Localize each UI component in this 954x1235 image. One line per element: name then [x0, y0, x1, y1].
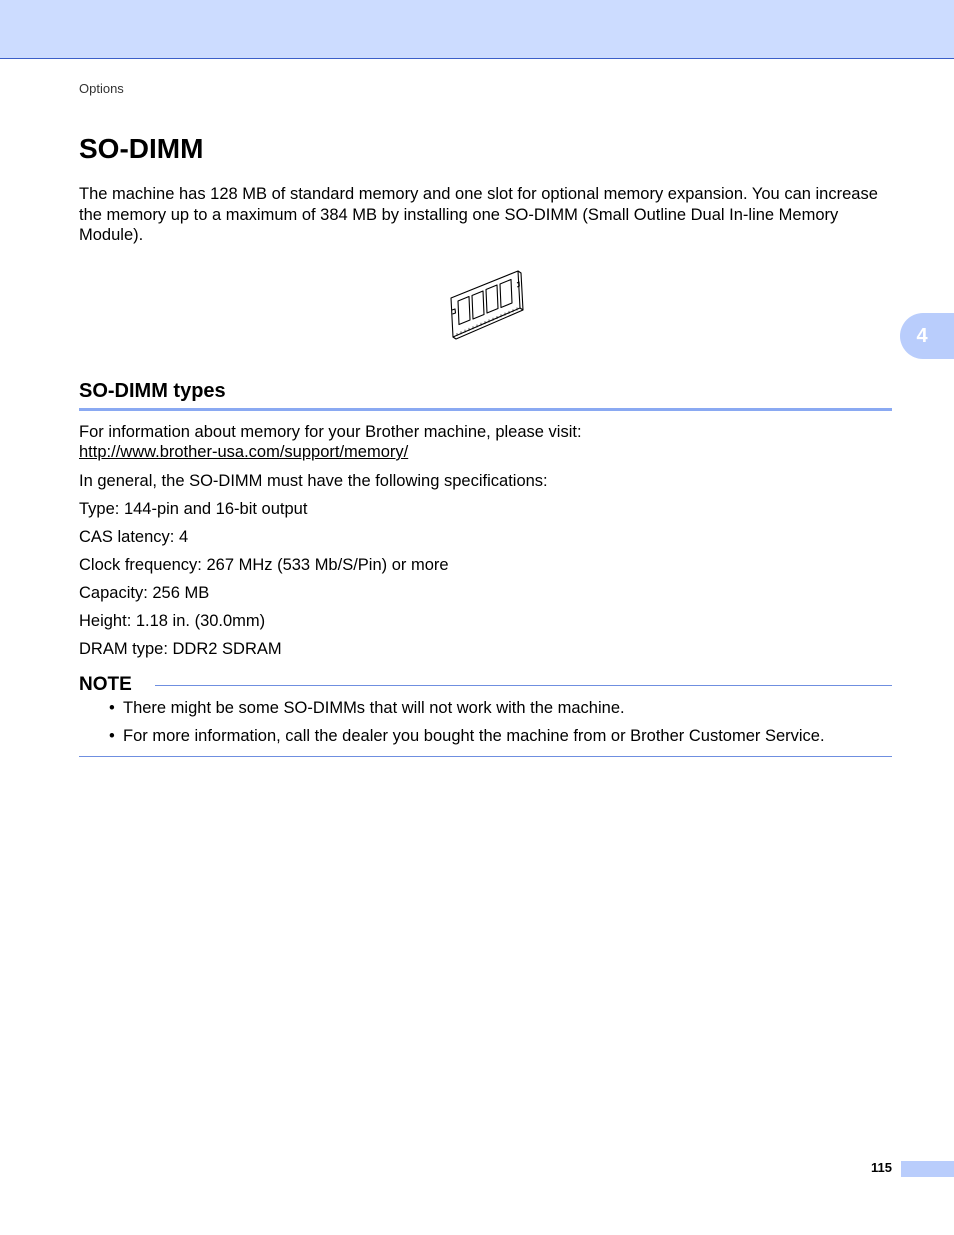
- bullet-icon: •: [109, 699, 115, 717]
- footer-tab: [901, 1161, 954, 1177]
- memory-module-icon: [448, 268, 524, 342]
- chapter-number: 4: [916, 324, 928, 347]
- section-divider: [79, 408, 892, 411]
- note-label: NOTE: [79, 674, 132, 695]
- section-title: SO-DIMM types: [79, 380, 226, 402]
- spec-capacity: Capacity: 256 MB: [79, 584, 210, 602]
- memory-support-link[interactable]: http://www.brother-usa.com/support/memory/: [79, 443, 409, 461]
- note-item: [109, 698, 625, 719]
- intro-paragraph: The machine has 128 MB of standard memory and one slot for optional memory expansion. You can increase the memory up to a maximum of 384 MB by installing one SO-DIMM (Small Outline Dual In-line Memory Module).: [79, 185, 878, 244]
- spec-dram-type: DRAM type: DDR2 SDRAM: [79, 640, 282, 658]
- memory-link-line: [79, 442, 408, 463]
- info-text: For information about memory for your Brother machine, please visit:: [79, 423, 582, 441]
- chapter-tab: [900, 313, 954, 359]
- note-item: [109, 726, 825, 747]
- note-item-text: There might be some SO-DIMMs that will not work with the machine.: [123, 699, 625, 717]
- page-title: SO-DIMM: [79, 133, 204, 164]
- spec-clock-frequency: Clock frequency: 267 MHz (533 Mb/S/Pin) or more: [79, 556, 449, 574]
- spec-cas-latency: CAS latency: 4: [79, 528, 189, 546]
- note-item-text: For more information, call the dealer you bought the machine from or Brother Customer Service.: [123, 727, 825, 745]
- spec-height: Height: 1.18 in. (30.0mm): [79, 612, 266, 630]
- general-text: In general, the SO-DIMM must have the following specifications:: [79, 472, 548, 490]
- page-number: 115: [871, 1160, 892, 1175]
- breadcrumb: Options: [79, 81, 124, 96]
- header-band: [0, 0, 954, 59]
- spec-type: Type: 144-pin and 16-bit output: [79, 500, 308, 518]
- note-divider-top: [155, 685, 892, 686]
- note-divider-bottom: [79, 756, 892, 757]
- bullet-icon: •: [109, 727, 115, 745]
